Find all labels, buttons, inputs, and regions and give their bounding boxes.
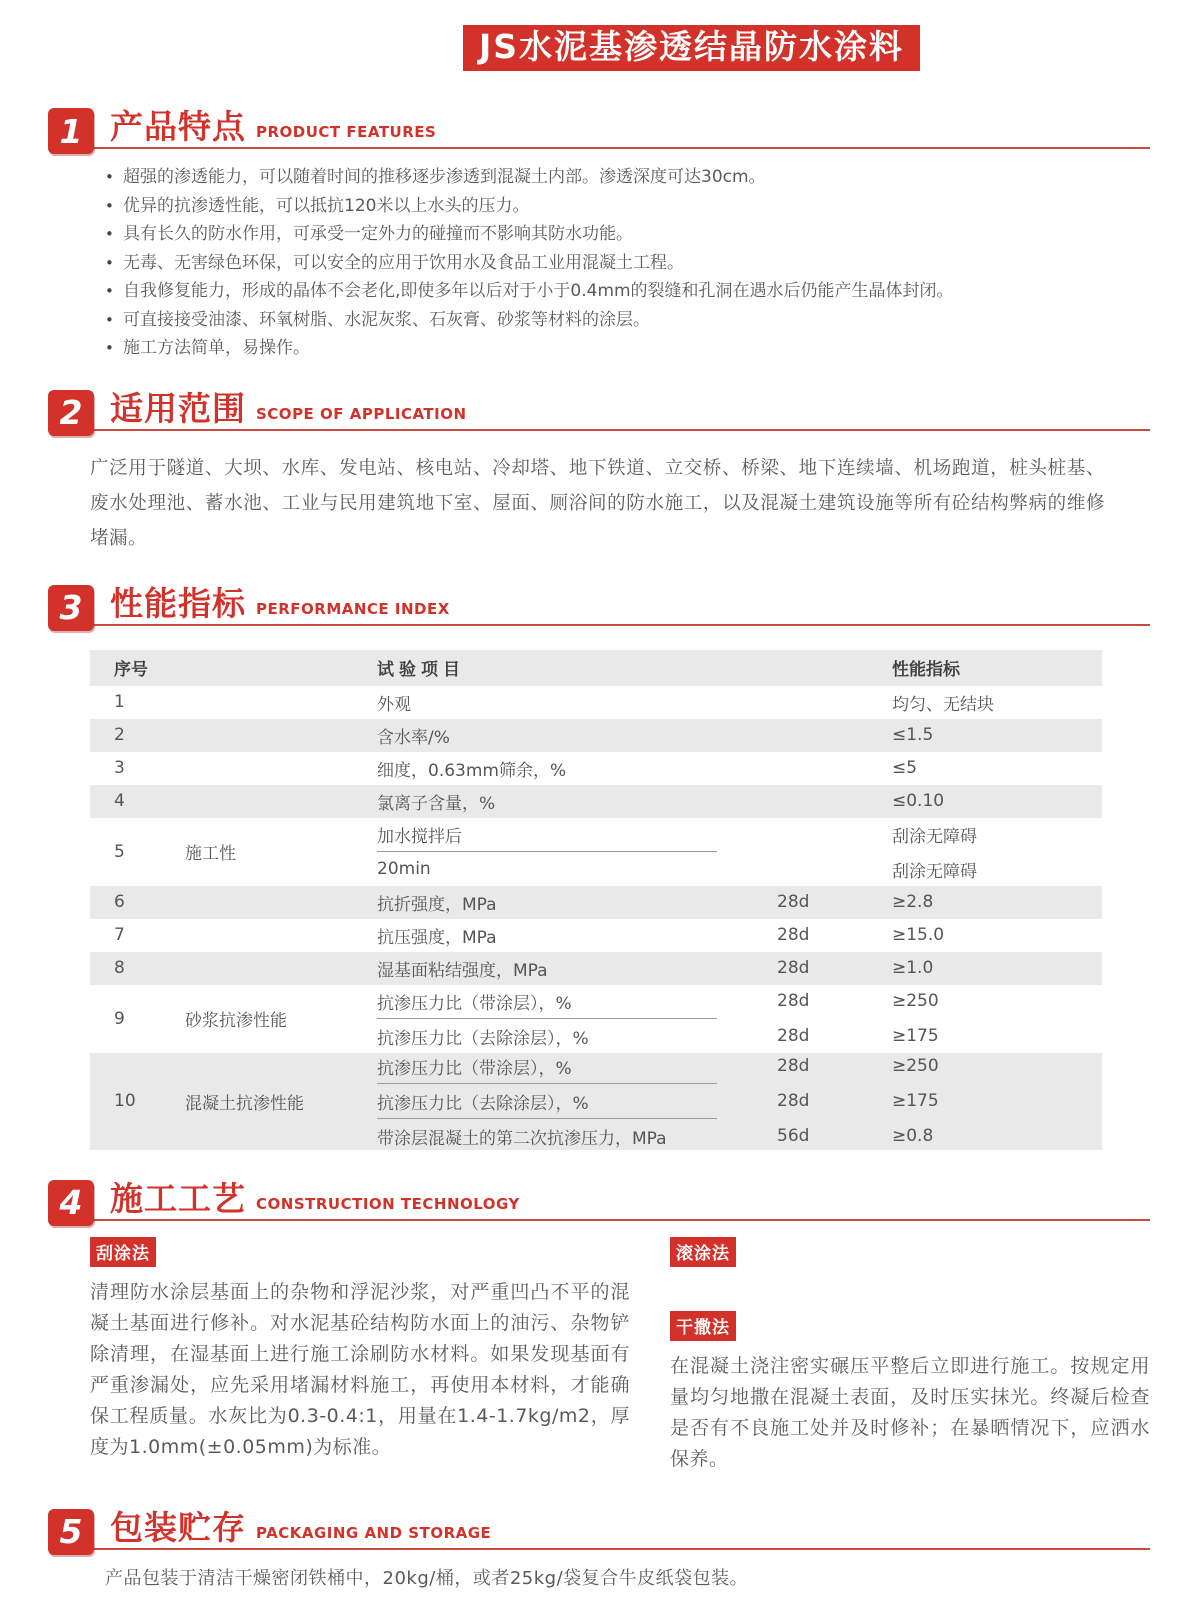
table-row-compound	[90, 1053, 1102, 1150]
list-item	[105, 249, 1150, 278]
section-product-features	[48, 108, 1150, 363]
col-header-item: 试验项目	[377, 660, 465, 681]
list-item	[105, 306, 1150, 335]
cell-no: 10	[114, 1091, 136, 1112]
row-divider	[377, 1018, 717, 1019]
list-item	[105, 220, 1150, 249]
section-number-badge: 3	[48, 585, 94, 631]
col-header-index: 性能指标	[892, 660, 960, 681]
bullet-dot-icon: •	[105, 339, 114, 358]
feature-list	[105, 163, 1150, 363]
section-packaging	[48, 1509, 1150, 1590]
section-title-en: PERFORMANCE INDEX	[256, 599, 450, 618]
section-title-zh: 包装贮存	[110, 1507, 246, 1547]
sub-row	[377, 853, 1102, 885]
method-roll-coating	[670, 1237, 1150, 1267]
section-title-en: PRODUCT FEATURES	[256, 123, 437, 142]
section-number-badge: 4	[48, 1180, 94, 1226]
cell-value: ≥15.0	[892, 925, 945, 946]
sub-row	[377, 818, 1102, 850]
feature-text: 具有长久的防水作用，可承受一定外力的碰撞而不影响其防水功能。	[123, 224, 633, 245]
section-number-badge: 1	[48, 108, 94, 154]
cell-item: 湿基面粘结强度，MPa	[377, 960, 548, 981]
cell-item: 抗压强度，MPa	[377, 927, 497, 948]
method-scrape-coating	[90, 1237, 630, 1475]
cell-item: 加水搅拌后	[377, 826, 462, 847]
sub-row	[377, 985, 1102, 1017]
table-row	[90, 752, 1102, 785]
method-badge: 滚涂法	[670, 1237, 736, 1267]
table-row	[90, 686, 1102, 719]
cell-value: ≥2.8	[892, 892, 934, 913]
section-header	[48, 108, 1150, 149]
method-dry-sprinkle	[670, 1311, 1150, 1475]
cell-item: 氯离子含量，%	[377, 793, 496, 814]
cell-age: 28d	[777, 991, 810, 1012]
section-title-en: SCOPE OF APPLICATION	[256, 404, 467, 423]
cell-no: 5	[114, 841, 125, 862]
cell-subrows	[377, 985, 1102, 1052]
scope-paragraph: 广泛用于隧道、大坝、水库、发电站、核电站、冷却塔、地下铁道、立交桥、桥梁、地下连续墙、机场跑道，桩头桩基、废水处理池、蓄水池、工业与民用建筑地下室、屋面、厕浴间的防水施工，以及混凝土建筑设施等所有砼结构弊病的维修堵漏。	[90, 457, 1105, 549]
cell-age: 28d	[777, 1026, 810, 1047]
cell-age: 28d	[777, 925, 810, 946]
cell-no: 9	[114, 1008, 125, 1029]
sub-row	[377, 1050, 1102, 1082]
feature-text: 自我修复能力，形成的晶体不会老化,即使多年以后对于小于0.4mm的裂缝和孔洞在遇水后仍能产生晶体封闭。	[123, 281, 954, 302]
cell-value: 刮涂无障碍	[892, 861, 977, 882]
cell-no: 7	[114, 925, 125, 946]
cell-cat: 混凝土抗渗性能	[185, 1093, 304, 1114]
cell-value: ≤1.5	[892, 725, 934, 746]
cell-value: ≥175	[892, 1026, 939, 1047]
title-bar-wrap	[0, 0, 1189, 71]
bullet-dot-icon: •	[105, 225, 114, 244]
page-title: JS水泥基渗透结晶防水涂料	[463, 25, 920, 71]
section-header	[48, 585, 1150, 626]
table-row	[90, 719, 1102, 752]
cell-item: 抗渗压力比（带涂层），%	[377, 993, 572, 1014]
feature-text: 施工方法简单，易操作。	[123, 338, 310, 359]
section-header	[48, 390, 1150, 431]
method-badge: 干撒法	[670, 1311, 736, 1341]
bullet-dot-icon: •	[105, 282, 114, 301]
feature-text: 超强的渗透能力，可以随着时间的推移逐步渗透到混凝土内部。渗透深度可达30cm。	[123, 167, 766, 188]
method-right-column	[670, 1237, 1150, 1475]
sub-row	[377, 1085, 1102, 1117]
cell-age: 28d	[777, 1091, 810, 1112]
section-header	[48, 1509, 1150, 1550]
cell-item: 细度，0.63mm筛余，%	[377, 760, 567, 781]
packaging-text: 产品包装于清洁干燥密闭铁桶中，20kg/桶，或者25kg/袋复合牛皮纸袋包装。	[105, 1567, 749, 1589]
cell-item: 抗渗压力比（去除涂层），%	[377, 1093, 589, 1114]
table-row	[90, 785, 1102, 818]
cell-item: 抗渗压力比（去除涂层），%	[377, 1028, 589, 1049]
cell-value: 刮涂无障碍	[892, 826, 977, 847]
table-row	[90, 886, 1102, 919]
table-row-compound	[90, 818, 1102, 886]
sub-row	[377, 1120, 1102, 1152]
cell-item: 外观	[377, 694, 411, 715]
cell-cat: 施工性	[185, 844, 236, 865]
section-title-zh: 性能指标	[110, 583, 246, 623]
row-divider	[377, 1083, 717, 1084]
list-item	[105, 192, 1150, 221]
performance-table	[90, 650, 1102, 1150]
cell-item: 抗渗压力比（带涂层），%	[377, 1058, 572, 1079]
cell-value: 均匀、无结块	[892, 694, 994, 715]
bullet-dot-icon: •	[105, 253, 114, 272]
cell-item: 含水率/%	[377, 727, 450, 748]
row-divider	[377, 1118, 717, 1119]
cell-no: 8	[114, 958, 125, 979]
section-construction	[48, 1180, 1150, 1475]
col-header-no: 序号	[114, 660, 148, 681]
method-text: 在混凝土浇注密实碾压平整后立即进行施工。按规定用量均匀地撒在混凝土表面，及时压实抹光。终凝后检查是否有不良施工处并及时修补；在暴晒情况下，应洒水保养。	[670, 1354, 1150, 1470]
construction-columns	[90, 1237, 1150, 1475]
section-title-zh: 产品特点	[110, 107, 246, 146]
section-title-en: CONSTRUCTION TECHNOLOGY	[256, 1194, 520, 1213]
cell-value: ≤5	[892, 758, 918, 779]
bullet-dot-icon: •	[105, 196, 114, 215]
cell-no: 2	[114, 725, 125, 746]
cell-value: ≥1.0	[892, 958, 934, 979]
cell-value: ≥250	[892, 991, 939, 1012]
cell-value: ≥175	[892, 1091, 939, 1112]
cell-cat: 砂浆抗渗性能	[185, 1011, 287, 1032]
section-number-badge: 2	[48, 390, 94, 436]
list-item	[105, 163, 1150, 192]
bullet-dot-icon: •	[105, 168, 114, 187]
cell-value: ≤0.10	[892, 791, 945, 812]
feature-text: 无毒、无害绿色环保，可以安全的应用于饮用水及食品工业用混凝土工程。	[123, 252, 684, 273]
sub-row	[377, 1020, 1102, 1052]
section-header	[48, 1180, 1150, 1221]
cell-subrows	[377, 818, 1102, 885]
cell-value: ≥250	[892, 1056, 939, 1077]
row-divider	[377, 851, 717, 852]
section-title-zh: 施工工艺	[110, 1178, 246, 1218]
cell-age: 28d	[777, 958, 810, 979]
cell-no: 6	[114, 892, 125, 913]
section-number-badge: 5	[48, 1509, 94, 1555]
table-row	[90, 919, 1102, 952]
cell-item: 抗折强度，MPa	[377, 894, 497, 915]
section-scope	[48, 390, 1150, 556]
cell-no: 4	[114, 791, 125, 812]
bullet-dot-icon: •	[105, 310, 114, 329]
cell-item: 20min	[377, 859, 431, 880]
cell-no: 1	[114, 692, 125, 713]
table-row	[90, 952, 1102, 985]
feature-text: 可直接接受油漆、环氧树脂、水泥灰浆、石灰膏、砂浆等材料的涂层。	[123, 309, 650, 330]
cell-no: 3	[114, 758, 125, 779]
cell-age: 28d	[777, 1056, 810, 1077]
list-item	[105, 277, 1150, 306]
list-item	[105, 334, 1150, 363]
cell-item: 带涂层混凝土的第二次抗渗压力，MPa	[377, 1128, 667, 1149]
table-row-compound	[90, 985, 1102, 1053]
method-badge: 刮涂法	[90, 1237, 156, 1267]
cell-value: ≥0.8	[892, 1126, 934, 1147]
table-header-row	[90, 650, 1102, 686]
section-title-zh: 适用范围	[110, 388, 246, 428]
cell-age: 28d	[777, 892, 810, 913]
feature-text: 优异的抗渗透性能，可以抵抗120米以上水头的压力。	[123, 195, 530, 216]
section-performance	[48, 585, 1150, 1150]
cell-subrows	[377, 1050, 1102, 1152]
section-title-en: PACKAGING AND STORAGE	[256, 1523, 492, 1542]
method-text: 清理防水涂层基面上的杂物和浮泥沙浆，对严重凹凸不平的混凝土基面进行修补。对水泥基砼结构防水面上的油污、杂物铲除清理，在湿基面上进行施工涂刷防水材料。如果发现基面有严重渗漏处，应先采用堵漏材料施工，再使用本材料，才能确保工程质量。水灰比为0.3-0.4:1，用量在1.4-1.7kg/m2，厚度为1.0mm(±0.05mm)为标准。	[90, 1280, 630, 1458]
cell-age: 56d	[777, 1126, 810, 1147]
